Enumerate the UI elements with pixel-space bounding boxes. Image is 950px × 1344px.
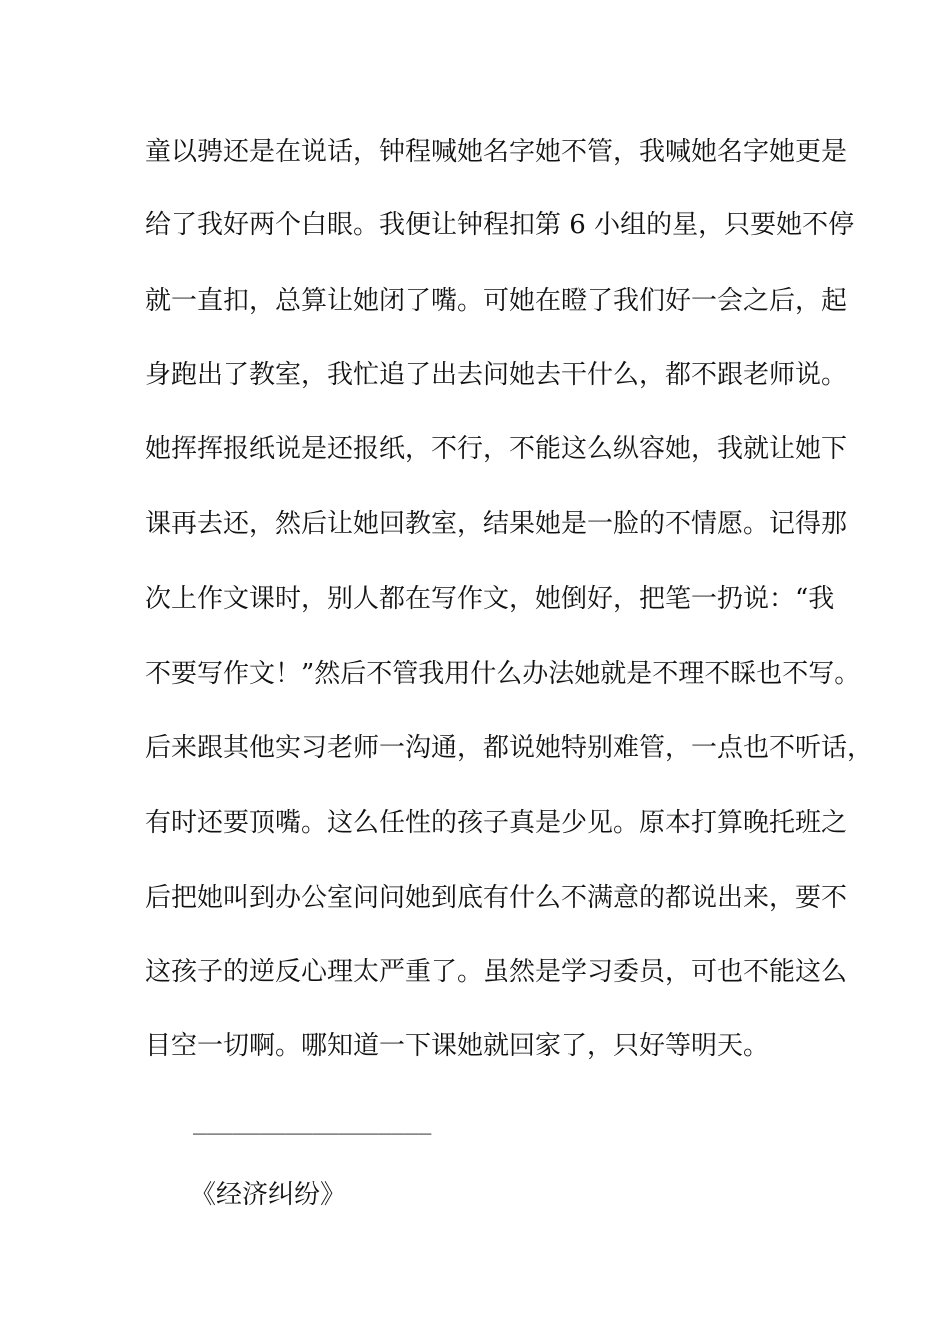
paragraph-line-4: 身跑出了教室，我忙追了出去问她去干什么，都不跟老师说。 <box>145 360 848 390</box>
paragraph-line-11: 后把她叫到办公室问问她到底有什么不满意的都说出来，要不 <box>145 883 848 913</box>
paragraph-line-3: 就一直扣，总算让她闭了嘴。可她在瞪了我们好一会之后，起 <box>145 286 848 316</box>
paragraph-line-5: 她挥挥报纸说是还报纸，不行，不能这么纵容她，我就让她下 <box>145 434 848 464</box>
paragraph-line-2: 给了我好两个白眼。我便让钟程扣第 6 小组的星，只要她不停 <box>145 210 855 240</box>
paragraph-line-7: 次上作文课时，别人都在写作文，她倒好，把笔一扔说：“我 <box>145 584 835 614</box>
paragraph-line-13: 目空一切啊。哪知道一下课她就回家了，只好等明天。 <box>145 1031 770 1061</box>
paragraph-line-12: 这孩子的逆反心理太严重了。虽然是学习委员，可也不能这么 <box>145 957 848 987</box>
paragraph-line-9: 后来跟其他实习老师一沟通，都说她特别难管，一点也不听话， <box>145 733 874 763</box>
paragraph-line-8: 不要写作文！”然后不管我用什么办法她就是不理不睬也不写。 <box>145 659 861 689</box>
section-separator: __________________ <box>193 1110 432 1135</box>
paragraph-line-6: 课再去还，然后让她回教室，结果她是一脸的不情愿。记得那 <box>145 509 848 539</box>
next-section-title: 《经济纠纷》 <box>190 1180 347 1210</box>
paragraph-line-1: 童以骋还是在说话，钟程喊她名字她不管，我喊她名字她更是 <box>145 137 848 167</box>
paragraph-line-10: 有时还要顶嘴。这么任性的孩子真是少见。原本打算晚托班之 <box>145 808 848 838</box>
